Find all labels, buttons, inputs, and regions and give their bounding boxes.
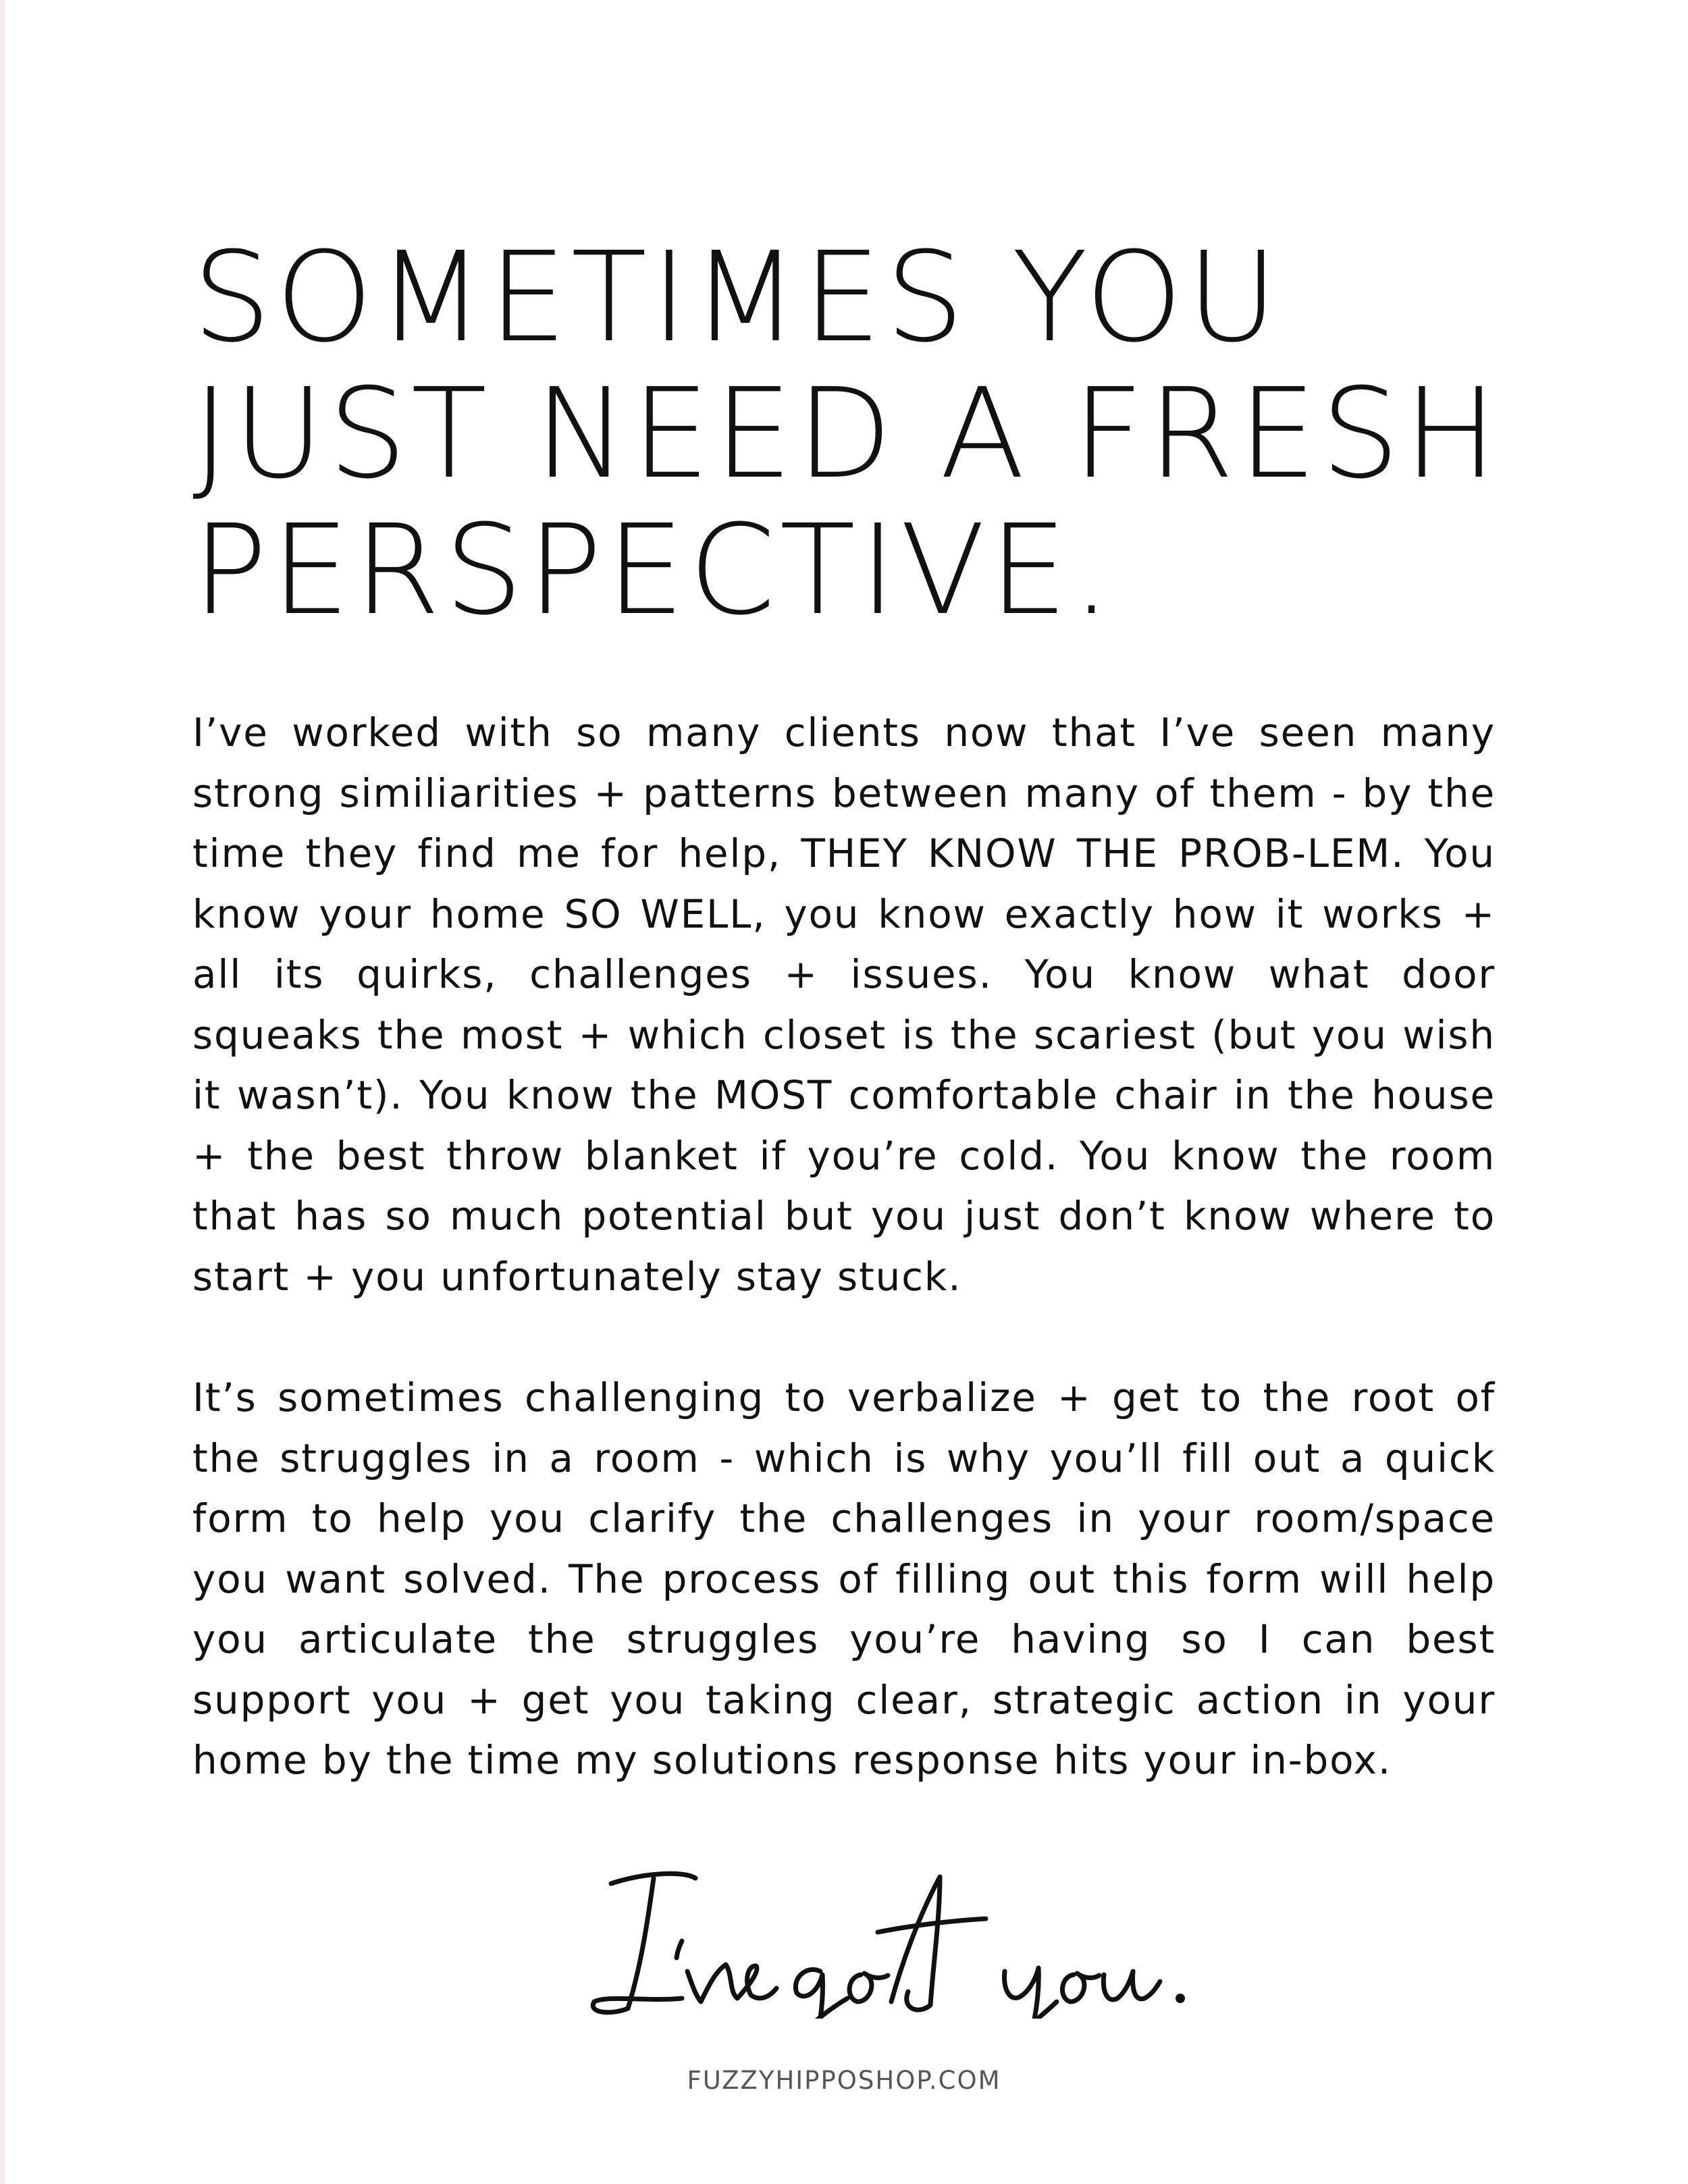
body-text [192, 703, 1496, 1791]
page-edge [0, 0, 5, 2184]
paragraph-2: It’s sometimes challenging to verbalize + get to the root of the struggles in a room - which is why you’ll fill out a quick form to help you clarify the challenges in your room/space you want solved. The process of filling out this form will help you articulate the struggles you’re having so I can best support you + get you taking clear, strategic action in your home by the time my solutions response hits your in-box. [192, 1375, 1496, 1783]
headline [192, 225, 1502, 643]
footer-website: FUZZYHIPPOSHOP.COM [687, 2066, 1001, 2095]
headline-line-3: PERSPECTIVE. [192, 498, 1115, 643]
paragraph-1: I’ve worked with so many clients now that I’ve seen many strong similiarities + patterns between many of them - by the time they find me for help, THEY KNOW THE PROB-LEM. You know your home SO WELL, you know exactly how it works + all its quirks, challenges + issues. You know what door squeaks the most + which closet is the scariest (but you wish it wasn’t). You know the MOST comfortable chair in the house + the best throw blanket if you’re cold. You know the room that has so much potential but you just don’t know where to start + you unfortunately stay stuck. [192, 710, 1496, 1300]
handwritten-signature [0, 1863, 1688, 2019]
headline-line-1: SOMETIMES YOU [192, 225, 1282, 370]
document-page [192, 225, 1502, 1791]
headline-line-2: JUST NEED A FRESH [192, 362, 1502, 506]
